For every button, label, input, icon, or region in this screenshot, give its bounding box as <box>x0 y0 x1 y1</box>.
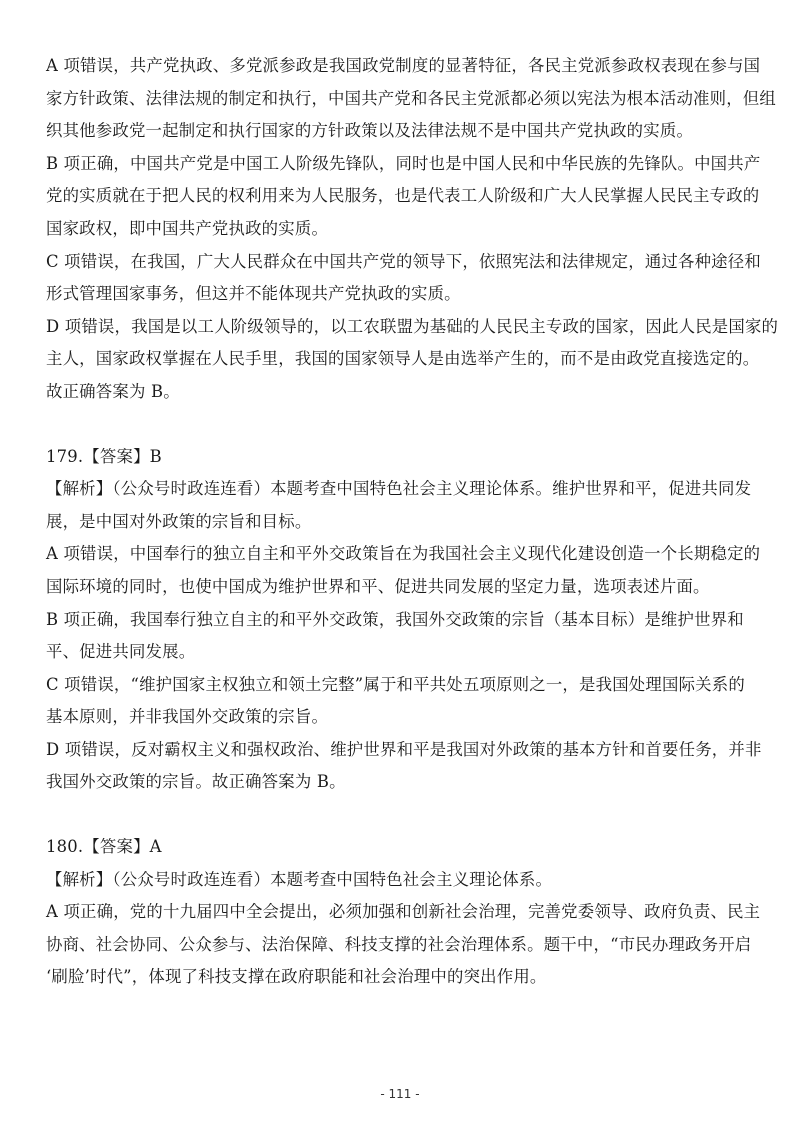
prev-option-d: D 项错误，我国是以工人阶级领导的，以工农联盟为基础的人民民主专政的国家，因此人民是国家的 主人，国家政权掌握在人民手里，我国的国家领导人是由选举产生的，而不是由政党直接选定的。 <box>46 316 779 369</box>
prev-conclusion: 故正确答案为 B。 <box>46 381 180 401</box>
prev-option-a: A 项错误，共产党执政、多党派参政是我国政党制度的显著特征，各民主党派参政权表现在参与国 家方针政策、法律法规的制定和执行，中国共产党和各民主党派都必须以宪法为根本活动准则，但组 织其他参政党一起制定和执行国家的方针政策以及法律法规不是中国共产党执政的实质。 <box>46 56 776 141</box>
q179-option-d: D 项错误，反对霸权主义和强权政治、维护世界和平是我国对外政策的基本方针和首要任务，并非 我国外交政策的宗旨。故正确答案为 B。 <box>46 739 762 792</box>
q179-analysis: 【解析】（公众号时政连连看）本题考查中国特色社会主义理论体系。维护世界和平，促进共同发 展，是中国对外政策的宗旨和目标。 <box>46 479 752 531</box>
q179-option-c: C 项错误，“维护国家主权独立和领土完整”属于和平共处五项原则之一，是我国处理国际关系的 基本原则，并非我国外交政策的宗旨。 <box>46 674 745 727</box>
section-spacer <box>46 799 758 831</box>
prev-option-b: B 项正确，中国共产党是中国工人阶级先锋队，同时也是中国人民和中华民族的先锋队。中国共产 党的实质就在于把人民的权利用来为人民服务，也是代表工人阶级和广大人民掌握人民民主专政的 国家政权，即中国共产党执政的实质。 <box>46 153 761 238</box>
q179-option-b: B 项正确，我国奉行独立自主的和平外交政策，我国外交政策的宗旨（基本目标）是维护世界和 平、促进共同发展。 <box>46 609 744 662</box>
q180-option-a: A 项正确，党的十九届四中全会提出，必须加强和创新社会治理，完善党委领导、政府负责、民主 协商、社会协同、公众参与、法治保障、科技支撑的社会治理体系。题干中，“市民办理政务开启 ‘刷脸’时代”，体现了科技支撑在政府职能和社会治理中的突出作用。 <box>46 902 761 987</box>
prev-option-c: C 项错误，在我国，广大人民群众在中国共产党的领导下，依照宪法和法律规定，通过各种途径和 形式管理国家事务，但这并不能体现共产党执政的实质。 <box>46 251 761 304</box>
document-body <box>46 50 779 994</box>
section-spacer <box>46 409 758 441</box>
page-number: - 111 - <box>380 1087 420 1101</box>
q180-answer: 180.【答案】A <box>46 837 162 857</box>
q180-analysis: 【解析】（公众号时政连连看）本题考查中国特色社会主义理论体系。 <box>46 869 553 889</box>
q179-option-a: A 项错误，中国奉行的独立自主和平外交政策旨在为我国社会主义现代化建设创造一个长期稳定的 国际环境的同时，也使中国成为维护世界和平、促进共同发展的坚定力量，选项表述片面。 <box>46 544 761 596</box>
q179-answer: 179.【答案】B <box>46 446 162 466</box>
